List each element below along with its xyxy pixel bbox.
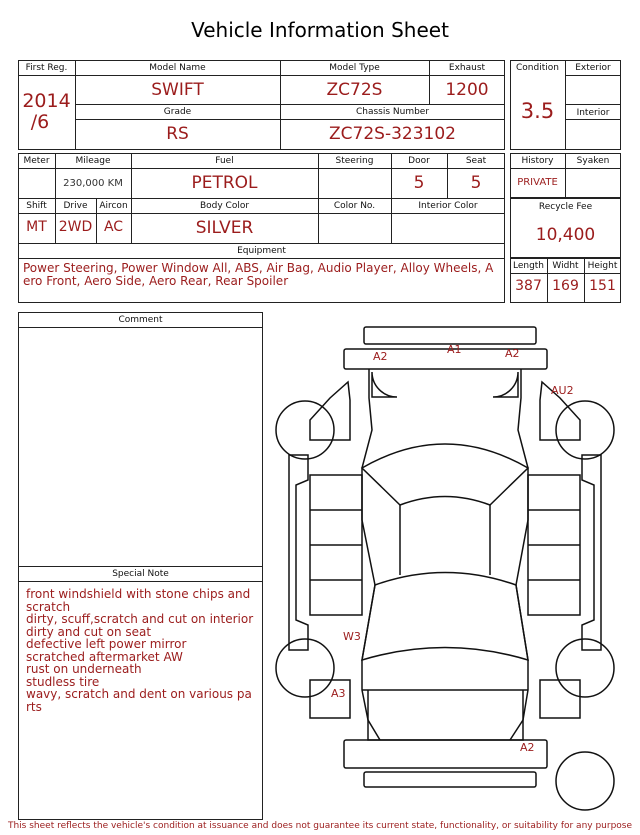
chassis-label: Chassis Number (355, 107, 430, 117)
special-note-item: dirty, scuff,scratch and cut on interior (26, 612, 254, 626)
interior-label: Interior (576, 108, 610, 118)
equipment-label: Equipment (237, 246, 286, 256)
special-note-item: rust on underneath (26, 662, 142, 676)
chassis-value: ZC72S-323102 (329, 124, 456, 144)
equipment-text: Power Steering, Power Window All, ABS, Air Bag, Audio Player, Alloy Wheels, Aero Front, Aero Side, Aero Rear, Rear Spoiler (23, 261, 494, 288)
special-note-list (26, 588, 256, 713)
special-note-item: front windshield with stone chips and scratch (26, 587, 251, 614)
mileage-value: 230,000 KM (63, 178, 123, 189)
syaken-label: Syaken (576, 156, 610, 166)
sheet-title: Vehicle Information Sheet (191, 18, 449, 42)
damage-mark-rear-right: A2 (520, 741, 535, 754)
first-reg-label: First Reg. (25, 63, 68, 73)
special-note-label: Special Note (112, 569, 169, 579)
meter-label: Meter (23, 156, 50, 166)
recycle-fee-label: Recycle Fee (538, 202, 593, 212)
aircon-label: Aircon (99, 201, 128, 211)
damage-mark-right-top: AU2 (551, 384, 574, 397)
length-label: Length (512, 261, 545, 271)
height-value: 151 (589, 278, 616, 294)
damage-mark-front-left: A2 (373, 350, 388, 363)
special-note-item: dirty and cut on seat (26, 624, 152, 639)
special-note-item: studless tire (26, 674, 100, 689)
comment-label: Comment (118, 315, 163, 325)
model-name-value: SWIFT (151, 80, 204, 100)
drive-value: 2WD (58, 219, 93, 235)
damage-mark-left-rear: A3 (331, 687, 346, 700)
shift-label: Shift (26, 201, 47, 211)
drive-label: Drive (63, 201, 88, 211)
exhaust-value: 1200 (445, 80, 489, 100)
exterior-label: Exterior (575, 63, 611, 73)
door-label: Door (408, 156, 430, 166)
history-value: PRIVATE (517, 177, 558, 188)
width-label: Widht (552, 261, 579, 271)
damage-mark-front-center: A1 (447, 343, 462, 356)
fuel-value: PETROL (191, 173, 258, 193)
shift-value: MT (26, 219, 47, 235)
length-value: 387 (515, 278, 542, 294)
mileage-label: Mileage (75, 156, 111, 166)
grade-label: Grade (163, 107, 192, 117)
fuel-label: Fuel (215, 156, 234, 166)
car-damage-diagram (268, 320, 620, 820)
color-no-label: Color No. (333, 201, 376, 211)
model-name-label: Model Name (149, 63, 206, 73)
body-color-label: Body Color (199, 201, 250, 211)
exhaust-label: Exhaust (448, 63, 486, 73)
model-type-label: Model Type (329, 63, 380, 73)
condition-value: 3.5 (520, 99, 555, 123)
aircon-value: AC (103, 219, 124, 235)
model-type-value: ZC72S (326, 80, 383, 100)
condition-label: Condition (516, 63, 559, 73)
height-label: Height (587, 261, 618, 271)
special-note-item: scratched aftermarket AW (26, 649, 183, 664)
width-value: 169 (552, 278, 579, 294)
damage-mark-left-mid: W3 (343, 630, 361, 643)
door-value: 5 (413, 173, 425, 193)
history-label: History (521, 156, 554, 166)
special-note-item: defective left power mirror (26, 637, 187, 651)
recycle-fee-value: 10,400 (535, 225, 596, 245)
body-color-value: SILVER (195, 218, 254, 238)
seat-value: 5 (470, 173, 482, 193)
first-reg-year: 2014 (22, 90, 71, 112)
steering-label: Steering (335, 156, 374, 166)
disclaimer-footer: This sheet reflects the vehicle's condition at issuance and does not guarantee its current state, functionality, or suitability for any purpose (7, 821, 633, 831)
special-note-item: wavy, scratch and dent on various parts (26, 687, 252, 714)
seat-label: Seat (465, 156, 487, 166)
damage-mark-front-right: A2 (505, 347, 520, 360)
first-reg-month: /6 (30, 111, 50, 133)
grade-value: RS (166, 124, 189, 144)
interior-color-label: Interior Color (418, 201, 478, 211)
